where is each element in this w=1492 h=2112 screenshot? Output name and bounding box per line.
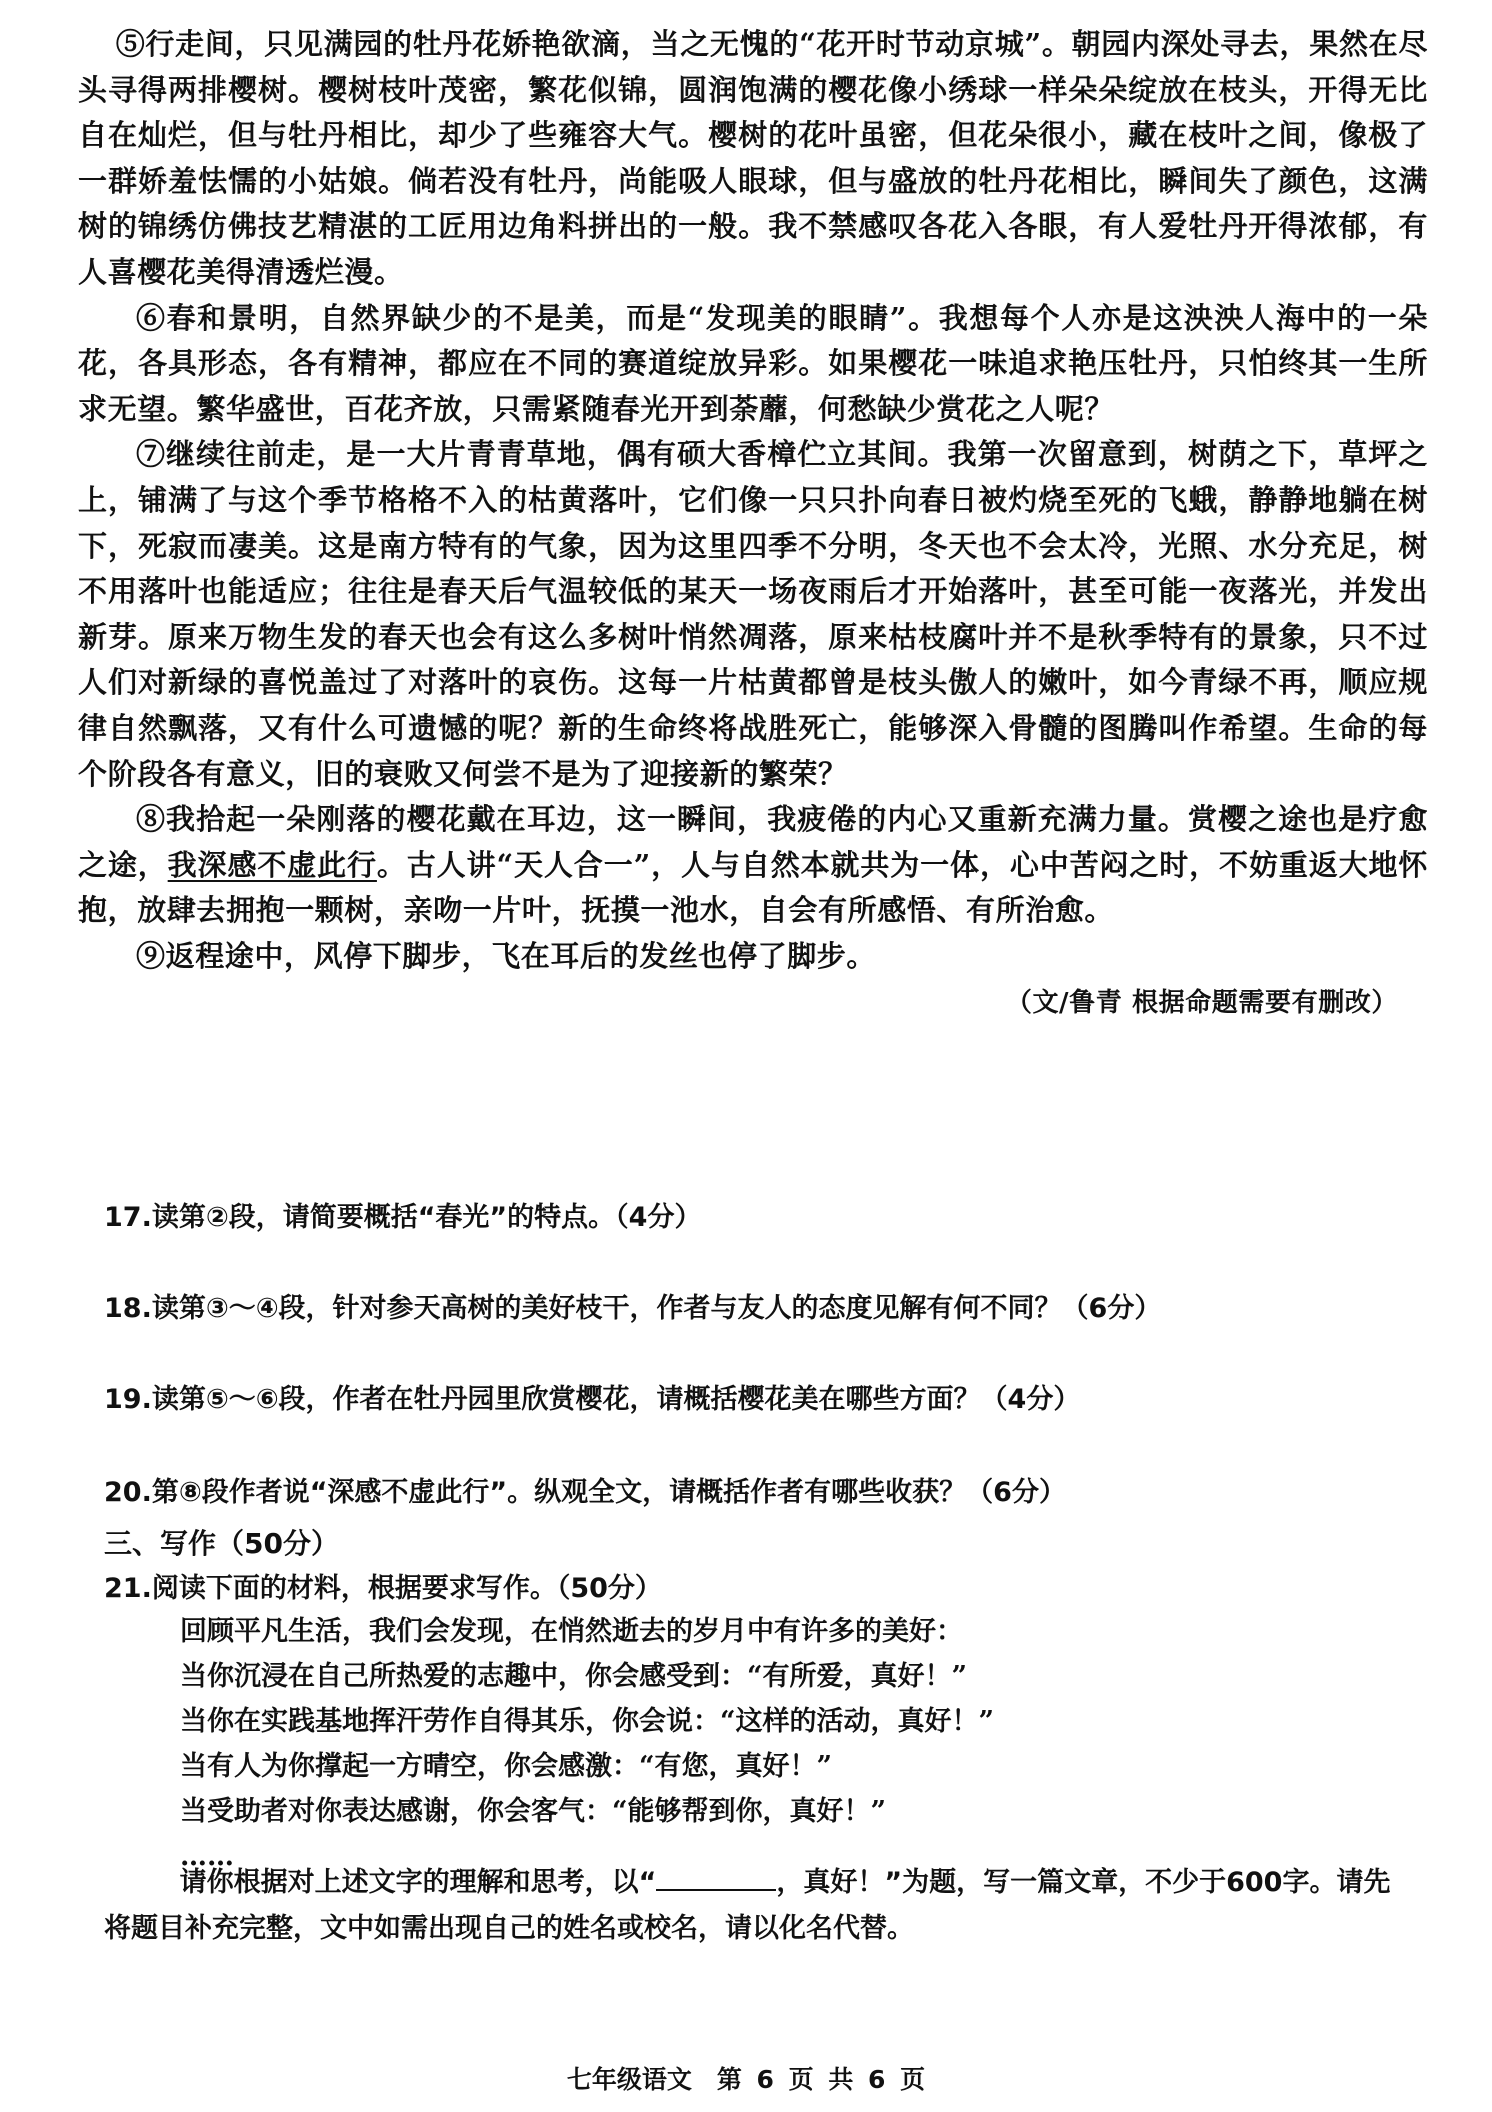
question-18: 18.读第③～④段，针对参天高树的美好枝干，作者与友人的态度见解有何不同？（6分） [104, 1293, 1162, 1324]
prompt-end: ，真好！”为题，写一篇文章，不少于600字。请先将题目补充完整，文中如需出现自己的姓名或校名，请以化名代替。 [104, 1867, 1391, 1944]
paragraph-9: ⑨返程途中，风停下脚步，飞在耳后的发丝也停了脚步。 [136, 938, 877, 973]
paragraph-8 [78, 797, 1428, 934]
paragraph-8-end: 。古人讲“天人合一”，人与自然本就共为一体，心中苦闷之时，不妨重返大地怀抱，放肆去拥抱一颗树，亲吻一片叶，抚摸一池水，自会有所感悟、有所治愈。 [78, 847, 1428, 928]
question-17: 17.读第②段，请简要概括“春光”的特点。（4分） [104, 1202, 702, 1233]
source-attribution: （文/鲁青 根据命题需要有删改） [1005, 988, 1398, 1019]
writing-prompt [104, 1860, 1414, 1952]
material-ellipsis: …… [180, 1841, 234, 1872]
question-21: 21.阅读下面的材料，根据要求写作。（50分） [104, 1573, 662, 1604]
material-line: 当受助者对你表达感谢，你会客气：“能够帮到你，真好！” [180, 1796, 887, 1827]
material-line: 回顾平凡生活，我们会发现，在悄然逝去的岁月中有许多的美好： [180, 1616, 963, 1647]
reading-passage [78, 22, 1428, 1027]
paragraph-7: ⑦继续往前走，是一大片青青草地，偶有硕大香樟伫立其间。我第一次留意到，树荫之下，草坪之上，铺满了与这个季节格格不入的枯黄落叶，它们像一只只扑向春日被灼烧至死的飞蛾，静静地躺在树下，死寂而凄美。这是南方特有的气象，因为这里四季不分明，冬天也不会太冷，光照、水分充足，树不用落叶也能适应；往往是春天后气温较低的某天一场夜雨后才开始落叶，甚至可能一夜落光，并发出新芽。原来万物生发的春天也会有这么多树叶悄然凋落，原来枯枝腐叶并不是秋季特有的景象，只不过人们对新绿的喜悦盖过了对落叶的哀伤。这每一片枯黄都曾是枝头傲人的嫩叶，如今青绿不再，顺应规律自然飘落，又有什么可遗憾的呢？新的生命终将战胜死亡，能够深入骨髓的图腾叫作希望。生命的每个阶段各有意义，旧的衰败又何尝不是为了迎接新的繁荣？ [78, 437, 1428, 791]
page-footer: 七年级语文 第 6 页 共 6 页 [566, 2065, 926, 2094]
paragraph-6: ⑥春和景明，自然界缺少的不是美，而是“发现美的眼睛”。我想每个人亦是这泱泱人海中的一朵花，各具形态，各有精神，都应在不同的赛道绽放异彩。如果樱花一味追求艳压牡丹，只怕终其一生所求无望。繁华盛世，百花齐放，只需紧随春光开到荼蘼，何愁缺少赏花之人呢？ [78, 300, 1428, 426]
material-line: 当有人为你撑起一方晴空，你会感激：“有您，真好！” [180, 1751, 833, 1782]
writing-section-title: 三、写作（50分） [104, 1527, 339, 1560]
material-line: 当你沉浸在自己所热爱的志趣中，你会感受到：“有所爱，真好！” [180, 1661, 968, 1692]
writing-material [180, 1609, 1410, 1879]
prompt-start: 请你根据对上述文字的理解和思考，以“ [179, 1867, 657, 1898]
material-line: 当你在实践基地挥汗劳作自得其乐，你会说：“这样的活动，真好！” [180, 1706, 995, 1737]
paragraph-5: ⑤行走间，只见满园的牡丹花娇艳欲滴，当之无愧的“花开时节动京城”。朝园内深处寻去，果然在尽头寻得两排樱树。樱树枝叶茂密，繁花似锦，圆润饱满的樱花像小绣球一样朵朵绽放在枝头，开得无比自在灿烂，但与牡丹相比，却少了些雍容大气。樱树的花叶虽密，但花朵很小，藏在枝叶之间，像极了一群娇羞怯懦的小姑娘。倘若没有牡丹，尚能吸人眼球，但与盛放的牡丹花相比，瞬间失了颜色，这满树的锦绣仿佛技艺精湛的工匠用边角料拼出的一般。我不禁感叹各花入各眼，有人爱牡丹开得浓郁，有人喜樱花美得清透烂漫。 [78, 27, 1428, 289]
underlined-sentence: 我深感不虚此行 [167, 847, 377, 882]
title-blank [656, 1867, 776, 1891]
paragraph-8-start: ⑧我拾起一朵刚落的樱花戴在耳边，这一瞬间，我疲倦的内心又重新充满力量。赏樱之途也是疗愈之途， [78, 802, 1428, 882]
question-19: 19.读第⑤～⑥段，作者在牡丹园里欣赏樱花，请概括樱花美在哪些方面？（4分） [104, 1384, 1081, 1415]
question-20: 20.第⑧段作者说“深感不虚此行”。纵观全文，请概括作者有哪些收获？（6分） [104, 1477, 1066, 1508]
